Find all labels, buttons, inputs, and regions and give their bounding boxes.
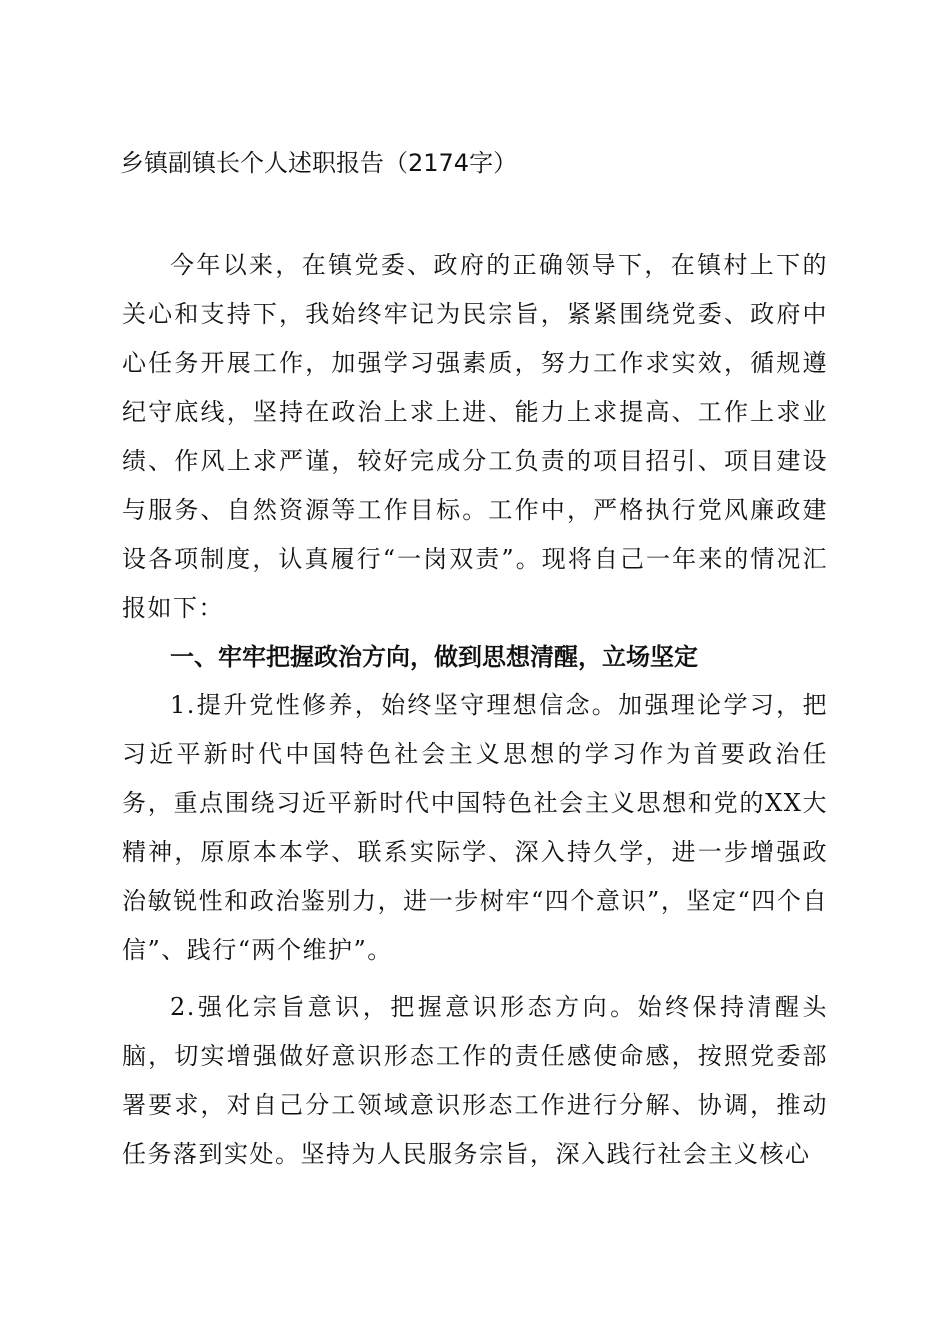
section-1-item-2: 2.强化宗旨意识，把握意识形态方向。始终保持清醒头脑，切实增强做好意识形态工作的责任感使命感，按照党委部署要求，对自己分工领域意识形态工作进行分解、协调，推动任务落到实处。坚持为人民服务宗旨，深入践行社会主义核心 [122,993,828,1168]
section-1-item-1: 1.提升党性修养，始终坚守理想信念。加强理论学习，把习近平新时代中国特色社会主义思想的学习作为首要政治任务，重点围绕习近平新时代中国特色社会主义思想和党的XX大精神，原原本本学、联系实际学、深入持久学，进一步增强政治敏锐性和政治鉴别力，进一步树牢“四个意识”，坚定“四个自信”、践行“两个维护”。 [122,691,828,964]
intro-paragraph: 今年以来，在镇党委、政府的正确领导下，在镇村上下的关心和支持下，我始终牢记为民宗旨，紧紧围绕党委、政府中心任务开展工作，加强学习强素质，努力工作求实效，循规遵纪守底线，坚持在政治上求上进、能力上求提高、工作上求业绩、作风上求严谨，较好完成分工负责的项目招引、项目建设与服务、自然资源等工作目标。工作中，严格执行党风廉政建设各项制度，认真履行“一岗双责”。现将自己一年来的情况汇报如下： [122,251,828,622]
section-1-heading: 一、牢牢把握政治方向，做到思想清醒，立场坚定 [170,643,698,671]
document-body [122,241,828,1179]
document-title: 乡镇副镇长个人述职报告（2174字） [120,149,518,177]
